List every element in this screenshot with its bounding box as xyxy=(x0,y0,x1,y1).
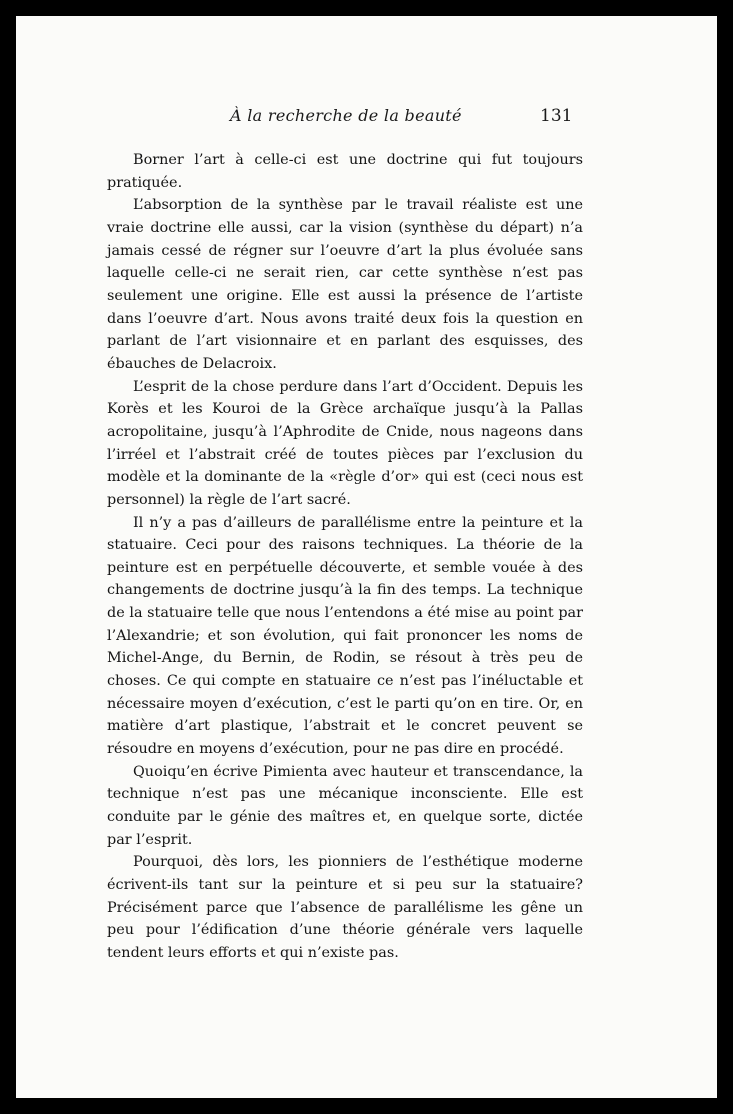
paragraph: Quoiqu’en écrive Pimienta avec hauteur et transcendance, la technique n’est pas une mécanique inconsciente. Elle est conduite par le génie des maîtres et, en quelque sorte, dictée par l’esprit. xyxy=(107,763,583,848)
paragraph: L’absorption de la synthèse par le travail réaliste est une vraie doctrine elle aussi, car la vision (synthèse du départ) n’a jamais cessé de régner sur l’oeuvre d’art la plus évoluée sans laquelle celle-ci ne serait rien, car cette synthèse n’est pas seulement une origine. Elle est aussi la présence de l’artiste dans l’oeuvre d’art. Nous avons traité deux fois la question en parlant de l’art visionnaire et en parlant des esquisses, des ébauches de Delacroix. xyxy=(107,197,583,372)
paragraph: L’esprit de la chose perdure dans l’art d’Occident. Depuis les Korès et les Kouroi de la Grèce archaïque jusqu’à la Pallas acropolitaine, jusqu’à l’Aphrodite de Cnide, nous nageons dans l’irréel et l’abstrait créé de toutes pièces par l’exclusion du modèle et la dominante de la «règle d’or» qui est (ceci nous est personnel) la règle de l’art sacré. xyxy=(107,378,583,508)
paragraph: Borner l’art à celle-ci est une doctrine qui fut toujours pratiquée. xyxy=(107,152,583,191)
paragraph: Il n’y a pas d’ailleurs de parallélisme entre la peinture et la statuaire. Ceci pour des raisons techniques. La théorie de la peinture est en perpétuelle découverte, et semble vouée à des changements de doctrine jusqu’à la fin des temps. La technique de la statuaire telle que nous l’entendons a été mise au point par l’Alexandrie; et son évolution, qui fait prononcer les noms de Michel-Ange, du Bernin, de Rodin, se résout à très peu de choses. Ce qui compte en statuaire ce n’est pas l’inéluctable et nécessaire moyen d’exécution, c’est le parti qu’on en tire. Or, en matière d’art plastique, l’abstrait et le concret peuvent se résoudre en moyens d’exécution, pour ne pas dire en procédé. xyxy=(107,514,583,758)
running-title: À la recherche de la beauté xyxy=(230,106,462,125)
paragraph: Pourquoi, dès lors, les pionniers de l’esthétique moderne écrivent-ils tant sur la peinture et si peu sur la statuaire? Précisément parce que l’absence de parallélisme les gêne un peu pour l’édification d’une théorie générale vers laquelle tendent leurs efforts et qui n’existe pas. xyxy=(107,854,583,961)
page-number: 131 xyxy=(540,106,573,126)
body-text xyxy=(107,149,583,965)
page-header xyxy=(16,106,717,130)
book-page xyxy=(16,16,717,1098)
